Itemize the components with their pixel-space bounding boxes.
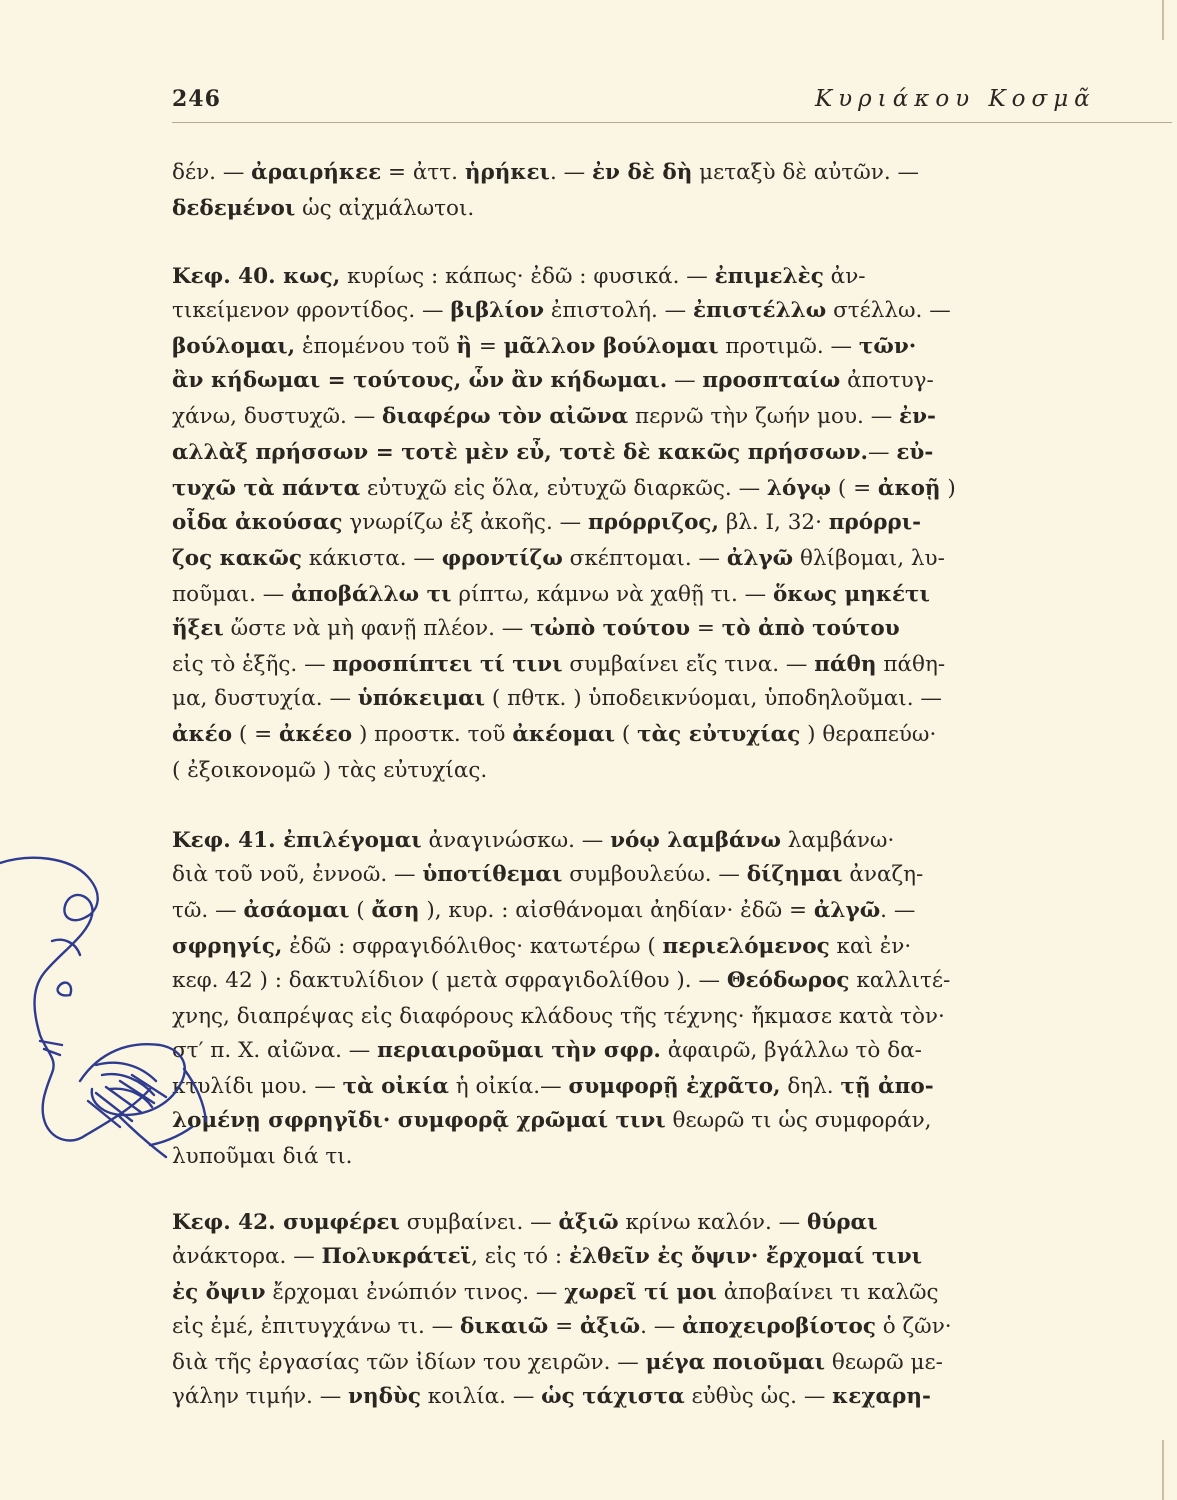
text-line — [172, 262, 1172, 292]
headword: ὑποτίθεμαι — [422, 862, 563, 887]
headword: ἀσάομαι — [243, 898, 350, 923]
gloss-text: τῶ. — — [172, 898, 244, 923]
gloss-text: κοιλία. — — [420, 1384, 542, 1409]
gloss-text: πάθη- — [876, 652, 946, 677]
gloss-text: διὰ τῆς ἐργασίας τῶν ἰδίων του χειρῶν. — — [172, 1350, 646, 1375]
gloss-text: ἡ οἰκία.— — [448, 1074, 569, 1099]
headword: αλλὰξ πρήσσων = τοτὲ μὲν εὖ, τοτὲ δὲ κακῶς πρήσσων. — [172, 440, 868, 465]
gloss-text: κυρίως : κάπως· ἐδῶ : φυσικά. — — [340, 264, 715, 289]
headword: κεχαρη- — [832, 1384, 931, 1409]
gloss-text: ( ἐξοικονομῶ ) τὰς εὐτυχίας. — [172, 758, 488, 783]
headword: ὡς τάχιστα — [541, 1384, 685, 1409]
gloss-text: θεωρῶ τι ὡς συμφοράν, — [665, 1108, 932, 1133]
headword: διαφέρω τὸν αἰῶνα — [382, 404, 629, 429]
text-line — [172, 580, 1172, 610]
gloss-text: στέλλω. — — [826, 298, 951, 323]
gloss-text: = — [548, 1314, 580, 1339]
text-line — [172, 366, 1172, 396]
page-number: 246 — [172, 86, 221, 112]
gloss-text: . — — [549, 160, 592, 185]
gloss-text: ( — [349, 898, 372, 923]
headword: βιβλίον — [450, 298, 545, 323]
gloss-text: μα, δυστυχία. — — [172, 686, 358, 711]
text-line — [172, 614, 1172, 644]
text-line — [172, 194, 1172, 224]
headword: ἥξει — [172, 616, 224, 641]
gloss-text: ( πθτκ. ) ὑποδεικνύομαι, ὑποδηλοῦμαι. — — [485, 686, 942, 711]
headword: ἀκέο — [172, 722, 233, 747]
headword: ἐλθεῖν ἐς ὄψιν· ἔρχομαί τινι — [568, 1244, 923, 1269]
text-line — [172, 1106, 1172, 1136]
gloss-text: χνης, διαπρέψας εἰς διαφόρους κλάδους τῆς τέχνης· ἤκμασε κατὰ τὸν· — [172, 1004, 945, 1029]
gloss-text: χάνω, δυστυχῶ. — — [172, 404, 383, 429]
gloss-text: ὁ ζῶν· — [875, 1314, 952, 1339]
gloss-text: θεωρῶ με- — [825, 1350, 943, 1375]
text-line — [172, 1348, 1172, 1378]
ink-sketch-face-illustration — [0, 845, 215, 1165]
text-line — [172, 1242, 1172, 1272]
gloss-text: ( = — [831, 476, 878, 501]
gloss-text: ὡς αἰχμάλωτοι. — [295, 196, 475, 221]
text-line — [172, 544, 1172, 574]
headword: μᾶλλον βούλομαι — [503, 334, 719, 359]
gloss-text: συμβαίνει εἴς τινα. — — [562, 652, 815, 677]
headword: ἐς ὄψιν — [172, 1280, 266, 1305]
gloss-text: ἀναζη- — [842, 862, 924, 887]
headword: ἡρήκει — [464, 160, 550, 185]
gloss-text: ἀν- — [823, 264, 866, 289]
gloss-text: εὐτυχῶ εἰς ὅλα, εὐτυχῶ διαρκῶς. — — [360, 476, 767, 501]
text-line — [172, 1002, 1172, 1032]
gloss-text: συμβαίνει. — — [399, 1210, 559, 1235]
gloss-text: προτιμῶ. — — [718, 334, 859, 359]
text-line — [172, 1312, 1172, 1342]
gloss-text: — — [868, 440, 897, 465]
headword: μέγα ποιοῦμαι — [645, 1350, 826, 1375]
text-line — [172, 296, 1172, 326]
headword: τῶν· — [858, 334, 917, 359]
text-line — [172, 332, 1172, 362]
gloss-text: ἀποβαίνει τι καλῶς — [716, 1280, 939, 1305]
headword: περιαιροῦμαι τὴν σφρ. — [377, 1038, 661, 1063]
headword: ἀκέομαι — [512, 722, 616, 747]
text-line — [172, 438, 1172, 468]
headword: δεδεμένοι — [172, 196, 296, 221]
gloss-text: κρίνω καλόν. — — [618, 1210, 807, 1235]
text-line — [172, 650, 1172, 680]
text-line — [172, 826, 1172, 856]
gloss-text: ( = — [232, 722, 279, 747]
headword: περιελόμενος — [662, 934, 830, 959]
gloss-text: τικείμενον φροντίδος. — — [172, 298, 451, 323]
headword: Πολυκράτεϊ — [321, 1244, 472, 1269]
headword: σφρηγίς, — [172, 934, 283, 959]
headword: λομένῃ σφρηγῖδι· συμφορᾷ χρῶμαί τινι — [172, 1108, 666, 1133]
gloss-text: — — [667, 368, 703, 393]
text-line — [172, 966, 1172, 996]
gloss-text: στ′ π. Χ. αἰῶνα. — — [172, 1038, 378, 1063]
page-edge-marks — [1151, 0, 1173, 1500]
headword: ἄση — [371, 898, 420, 923]
headword: ἢ — [456, 334, 472, 359]
gloss-text: κτυλίδι μου. — — [172, 1074, 343, 1099]
headword: ὅκως μηκέτι — [772, 582, 930, 607]
headword: τὰς εὐτυχίας — [637, 722, 801, 747]
gloss-text: γνωρίζω ἐξ ἀκοῆς. — — [342, 510, 588, 535]
gloss-text: καλλιτέ- — [849, 968, 951, 993]
headword: οἶδα ἀκούσας — [172, 510, 343, 535]
text-line — [172, 1278, 1172, 1308]
headword: συμφορῇ ἐχρᾶτο, — [568, 1074, 781, 1099]
header-rule — [172, 122, 1172, 123]
gloss-text: λυποῦμαι διά τι. — [172, 1144, 353, 1169]
headword: ἐπιμελὲς — [714, 264, 824, 289]
gloss-text: ποῦμαι. — — [172, 582, 292, 607]
headword: Κεφ. 42. συμφέρει — [172, 1210, 400, 1235]
text-line — [172, 684, 1172, 714]
gloss-text: ) θεραπεύω· — [800, 722, 937, 747]
headword: ἐπιστέλλω — [693, 298, 827, 323]
text-line — [172, 158, 1172, 188]
text-line — [172, 860, 1172, 890]
headword: πρόρρι- — [828, 510, 922, 535]
gloss-text: ( — [615, 722, 638, 747]
headword: λόγῳ — [766, 476, 832, 501]
gloss-text: ) — [940, 476, 956, 501]
text-line — [172, 508, 1172, 538]
headword: δικαιῶ — [459, 1314, 549, 1339]
headword: τῇ ἀπο- — [840, 1074, 934, 1099]
headword: Θεόδωρος — [726, 968, 850, 993]
running-title: Κυριάκου Κοσμᾶ — [815, 86, 1096, 112]
headword: τὸ ἀπὸ τούτου — [721, 616, 900, 641]
text-line — [172, 474, 1172, 504]
gloss-text: = — [690, 616, 722, 641]
gloss-text: ἀνάκτορα. — — [172, 1244, 322, 1269]
gloss-text: ) προστκ. τοῦ — [352, 722, 513, 747]
gloss-text: ὥστε νὰ μὴ φανῇ πλέον. — — [223, 616, 531, 641]
text-line — [172, 896, 1172, 926]
gloss-text: εὐθὺς ὡς. — — [684, 1384, 833, 1409]
headword: ὑπόκειμαι — [357, 686, 486, 711]
headword: δίζημαι — [746, 862, 843, 887]
text-line — [172, 1142, 1172, 1172]
gloss-text: καὶ ἐν· — [829, 934, 912, 959]
gloss-text: ρίπτω, κάμνω νὰ χαθῇ τι. — — [451, 582, 773, 607]
headword: φροντίζω — [441, 546, 563, 571]
headword: Κεφ. 40. κως, — [172, 264, 341, 289]
gloss-text: εἰς ἐμέ, ἐπιτυγχάνω τι. — — [172, 1314, 460, 1339]
text-line — [172, 402, 1172, 432]
gloss-text: = ἀττ. — [381, 160, 465, 185]
headword: νόῳ λαμβάνω — [610, 828, 781, 853]
gloss-text: θλίβομαι, λυ- — [793, 546, 945, 571]
headword: ἀλγῶ — [813, 898, 881, 923]
text-line — [172, 1072, 1172, 1102]
headword: εὐ- — [896, 440, 934, 465]
headword: νηδὺς — [348, 1384, 421, 1409]
gloss-text: κάκιστα. — — [302, 546, 442, 571]
gloss-text: δηλ. — [780, 1074, 841, 1099]
headword: ἂν κήδωμαι = τούτους, ὧν ἂν κήδωμαι. — [172, 368, 668, 393]
headword: ἀποχειροβίοτος — [682, 1314, 876, 1339]
gloss-text: ἐδῶ : σφραγιδόλιθος· κατωτέρω ( — [282, 934, 663, 959]
gloss-text: μεταξὺ δὲ αὐτῶν. — — [692, 160, 920, 185]
headword: προσπίπτει τί τινι — [332, 652, 563, 677]
text-line — [172, 1208, 1172, 1238]
headword: θύραι — [807, 1210, 878, 1235]
headword: ἐν- — [899, 404, 936, 429]
gloss-text: ἀναγινώσκω. — — [421, 828, 611, 853]
text-line — [172, 720, 1172, 750]
gloss-text: εἰς τὸ ἑξῆς. — — [172, 652, 333, 677]
headword: ἀκέεο — [278, 722, 353, 747]
gloss-text: = — [471, 334, 504, 359]
headword: Κεφ. 41. ἐπιλέγομαι — [172, 828, 422, 853]
headword: πάθη — [814, 652, 877, 677]
gloss-text: ἔρχομαι ἐνώπιόν τινος. — — [265, 1280, 565, 1305]
gloss-text: γάλην τιμήν. — — [172, 1384, 349, 1409]
gloss-text: διὰ τοῦ νοῦ, ἐννοῶ. — — [172, 862, 423, 887]
gloss-text: δέν. — — [172, 160, 252, 185]
headword: βούλομαι, — [172, 334, 296, 359]
headword: ζος κακῶς — [172, 546, 302, 571]
gloss-text: βλ. Ι, 32· — [718, 510, 829, 535]
gloss-text: ἀφαιρῶ, βγάλλω τὸ δα- — [660, 1038, 922, 1063]
gloss-text: ἐπιστολή. — — [544, 298, 693, 323]
headword: ἐν δὲ δὴ — [591, 160, 693, 185]
text-line — [172, 932, 1172, 962]
headword: τὠπὸ τούτου — [530, 616, 691, 641]
gloss-text: . — — [880, 898, 916, 923]
headword: τὰ οἰκία — [342, 1074, 449, 1099]
headword: ἀποβάλλω τι — [291, 582, 452, 607]
text-line — [172, 1382, 1172, 1412]
gloss-text: λαμβάνω· — [780, 828, 895, 853]
headword: ἀραιρήκεε — [251, 160, 382, 185]
headword: ἀλγῶ — [726, 546, 794, 571]
headword: ἀξιῶ — [558, 1210, 619, 1235]
gloss-text: ), κυρ. : αἰσθάνομαι ἀηδίαν· ἐδῶ = — [419, 898, 814, 923]
gloss-text: κεφ. 42 ) : δακτυλίδιον ( μετὰ σφραγιδολίθου ). — — [172, 968, 727, 993]
gloss-text: , εἰς τό : — [471, 1244, 569, 1269]
headword: προσπταίω — [702, 368, 841, 393]
headword: χωρεῖ τί μοι — [564, 1280, 717, 1305]
gloss-text: ἑπομένου τοῦ — [295, 334, 457, 359]
headword: ἀξιῶ — [579, 1314, 641, 1339]
gloss-text: ἀποτυγ- — [840, 368, 934, 393]
text-line — [172, 756, 1172, 786]
headword: ἀκοῇ — [877, 476, 941, 501]
gloss-text: περνῶ τὴν ζωήν μου. — — [628, 404, 900, 429]
gloss-text: . — — [640, 1314, 683, 1339]
gloss-text: σκέπτομαι. — — [562, 546, 727, 571]
headword: τυχῶ τὰ πάντα — [172, 476, 361, 501]
text-line — [172, 1036, 1172, 1066]
headword: πρόρριζος, — [587, 510, 719, 535]
gloss-text: συμβουλεύω. — — [562, 862, 747, 887]
